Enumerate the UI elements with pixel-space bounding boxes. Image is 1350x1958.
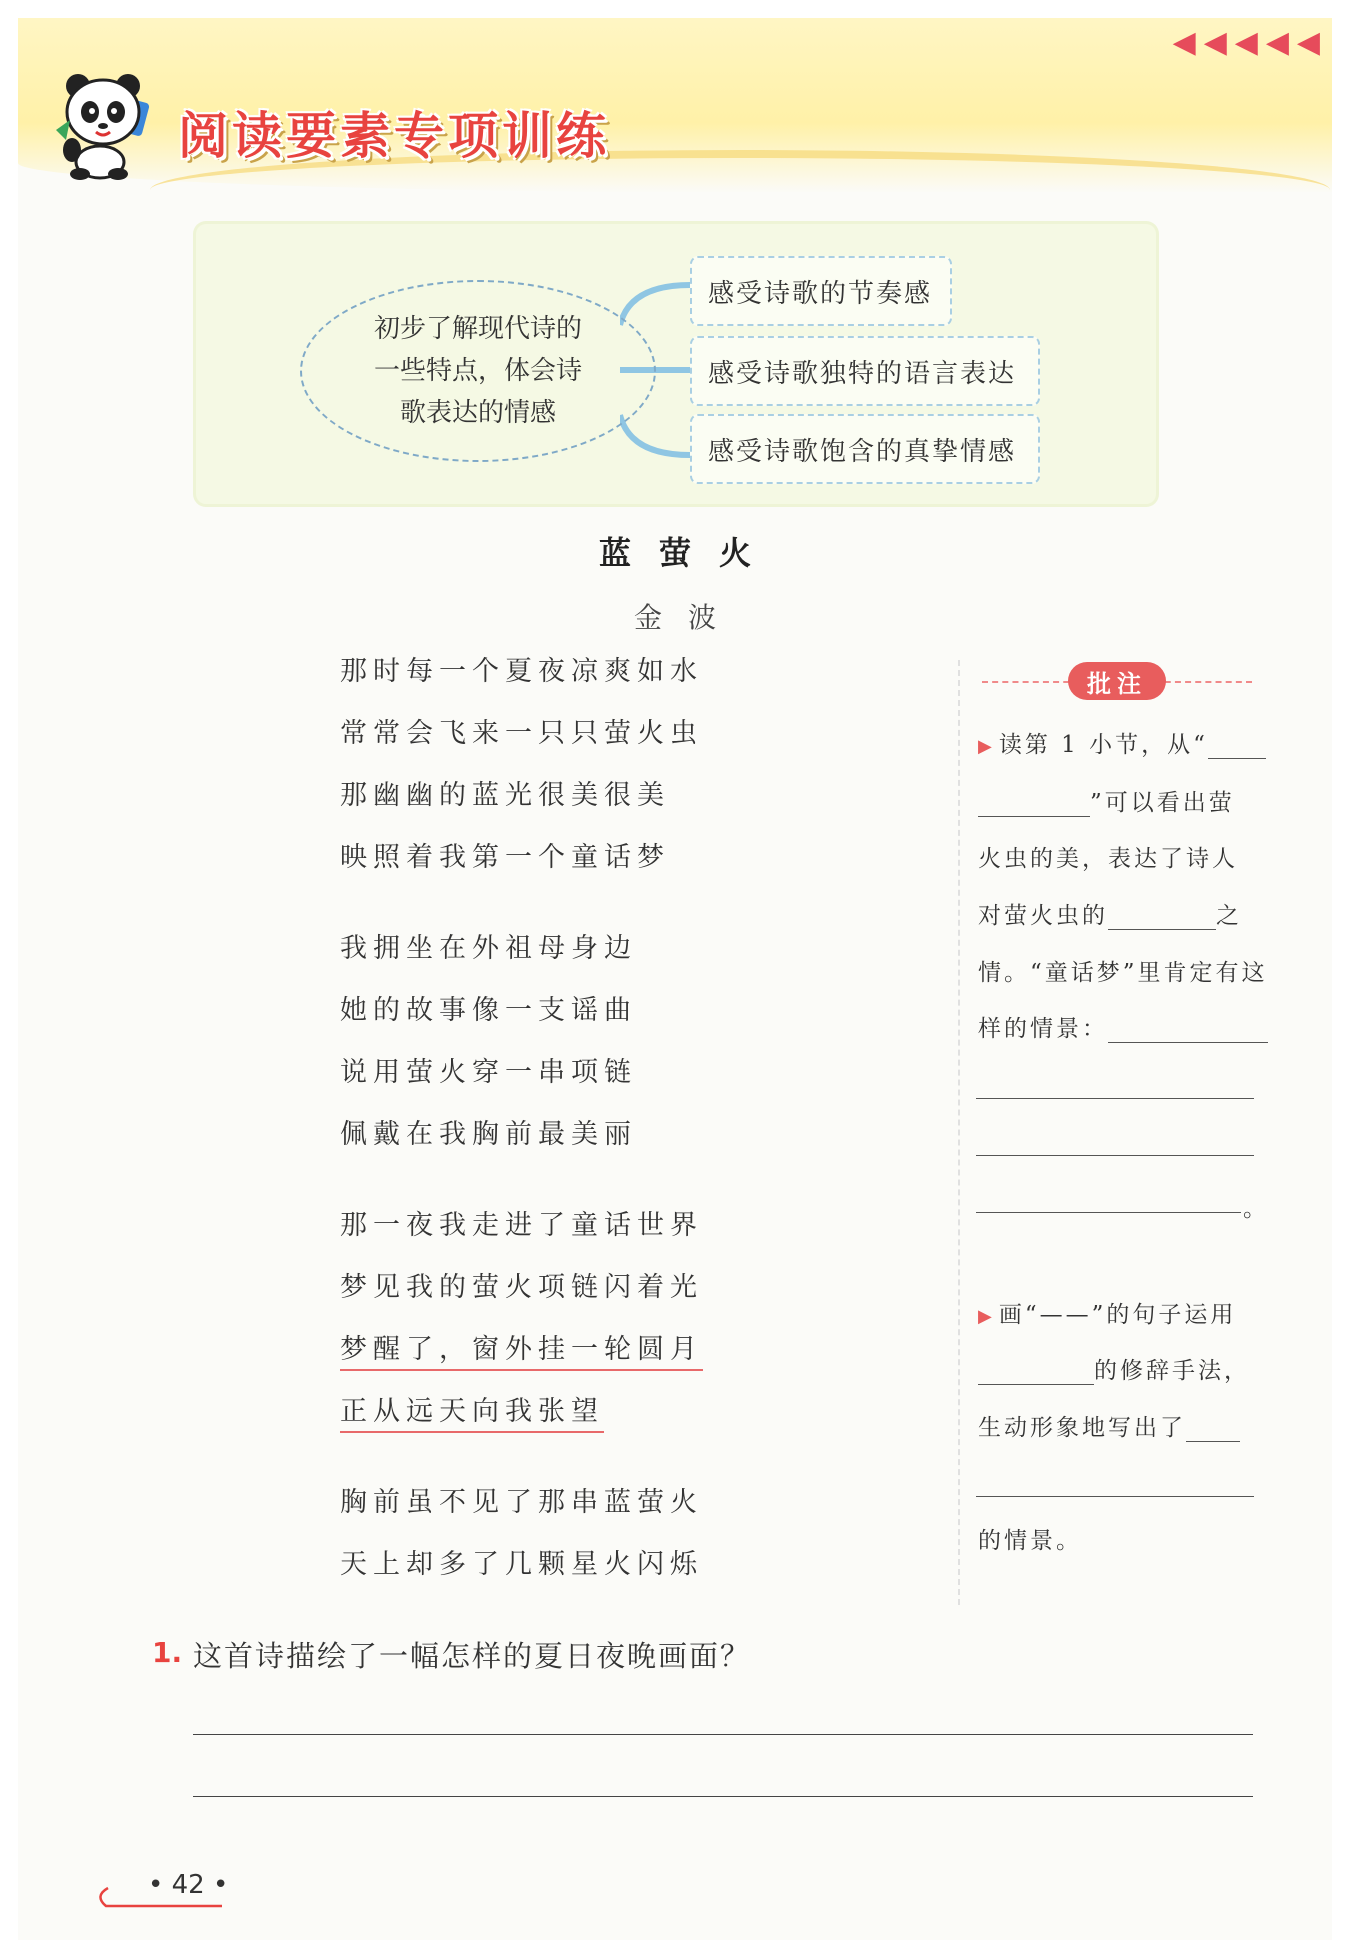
note-text: 画“——”的句子运用	[998, 1302, 1237, 1328]
note-text: 的修辞手法，	[1094, 1358, 1250, 1384]
poem-line-underlined	[340, 1392, 940, 1454]
mindmap-branch-rhythm: 感受诗歌的节奏感	[690, 256, 952, 326]
poem-line: 那幽幽的蓝光很美很美	[340, 780, 670, 811]
poem-line: 我拥坐在外祖母身边	[340, 933, 637, 964]
poem-line: 她的故事像一支谣曲	[340, 995, 637, 1026]
answer-line[interactable]	[976, 1212, 1241, 1213]
note-text: 读第 1 小节，从“	[998, 732, 1208, 758]
note-text: 对萤火虫的	[978, 903, 1108, 929]
note-text: ”可以看出萤	[1090, 790, 1235, 816]
answer-blank[interactable]	[978, 790, 1090, 817]
poem-line: 佩戴在我胸前最美丽	[340, 1119, 637, 1150]
note-text: 生动形象地写出了	[978, 1415, 1186, 1441]
note-text: 样的情景：	[978, 1016, 1108, 1042]
poem-line: 那时每一个夏夜凉爽如水	[340, 656, 703, 687]
answer-line[interactable]	[976, 1098, 1254, 1099]
poem-author: 金波	[633, 601, 742, 634]
poem-body	[340, 652, 940, 1636]
mindmap-center-line: 歌表达的情感	[399, 398, 556, 428]
annotation-note2-line	[978, 1296, 1236, 1329]
annotation-note1-line: 火虫的美，表达了诗人	[978, 846, 1238, 872]
answer-blank[interactable]	[978, 1358, 1094, 1385]
mindmap-center-line: 初步了解现代诗的	[373, 314, 582, 344]
answer-blank[interactable]	[1208, 732, 1266, 759]
mindmap-branch-language: 感受诗歌独特的语言表达	[690, 336, 1040, 406]
answer-blank[interactable]	[1186, 1415, 1240, 1442]
poem-line: 胸前虽不见了那串蓝萤火	[340, 1487, 703, 1518]
question-number: 1.	[152, 1636, 183, 1669]
annotation-note1-line: 情。“童话梦”里肯定有这	[978, 960, 1268, 986]
poem-line: 常常会飞来一只只萤火虫	[340, 718, 703, 749]
annotation-badge: 批注	[1068, 662, 1166, 700]
answer-blank[interactable]	[1108, 1016, 1268, 1043]
annotation-note2-line	[978, 1352, 1250, 1385]
page-number: • 42 •	[148, 1870, 229, 1900]
annotation-divider	[958, 660, 960, 1605]
poem-stanza	[340, 1206, 940, 1454]
poem-line: 映照着我第一个童话梦	[340, 842, 670, 873]
annotation-note1-line	[978, 1010, 1268, 1043]
panda-mascot-icon	[50, 70, 170, 180]
annotation-period: 。	[1243, 1196, 1269, 1222]
annotation-note2-line: 的情景。	[978, 1528, 1082, 1554]
question-text: 这首诗描绘了一幅怎样的夏日夜晚画面？	[193, 1639, 752, 1673]
poem-line: 天上却多了几颗星火闪烁	[340, 1549, 703, 1580]
answer-line[interactable]	[976, 1496, 1254, 1497]
poem-line-underlined	[340, 1330, 940, 1392]
annotation-note2-line	[978, 1409, 1240, 1442]
poem-stanza	[340, 929, 940, 1177]
mindmap-center-line: 一些特点，体会诗	[373, 356, 582, 386]
underlined-text: 正从远天向我张望	[340, 1396, 604, 1433]
header-arrows-icon: ◀ ◀ ◀ ◀ ◀	[1172, 25, 1320, 60]
section-title: 阅读要素专项训练	[178, 107, 610, 165]
answer-line[interactable]	[193, 1796, 1253, 1797]
annotation-note1-line	[978, 897, 1242, 930]
poem-line: 梦见我的萤火项链闪着光	[340, 1272, 703, 1303]
answer-line[interactable]	[976, 1155, 1254, 1156]
poem-stanza	[340, 652, 940, 900]
mindmap-branch-emotion: 感受诗歌饱含的真挚情感	[690, 414, 1040, 484]
triangle-bullet-icon: ▶	[978, 736, 995, 757]
answer-line[interactable]	[193, 1734, 1253, 1735]
note-text: 之	[1216, 903, 1242, 929]
annotation-note1-line	[978, 726, 1266, 759]
poem-line: 说用萤火穿一串项链	[340, 1057, 637, 1088]
poem-title: 蓝萤火	[598, 534, 779, 572]
mindmap-center	[300, 280, 656, 462]
answer-blank[interactable]	[1108, 903, 1216, 930]
poem-stanza	[340, 1483, 940, 1607]
poem-line: 那一夜我走进了童话世界	[340, 1210, 703, 1241]
underlined-text: 梦醒了，窗外挂一轮圆月	[340, 1334, 703, 1371]
triangle-bullet-icon: ▶	[978, 1306, 995, 1327]
annotation-note1-line	[978, 784, 1235, 817]
